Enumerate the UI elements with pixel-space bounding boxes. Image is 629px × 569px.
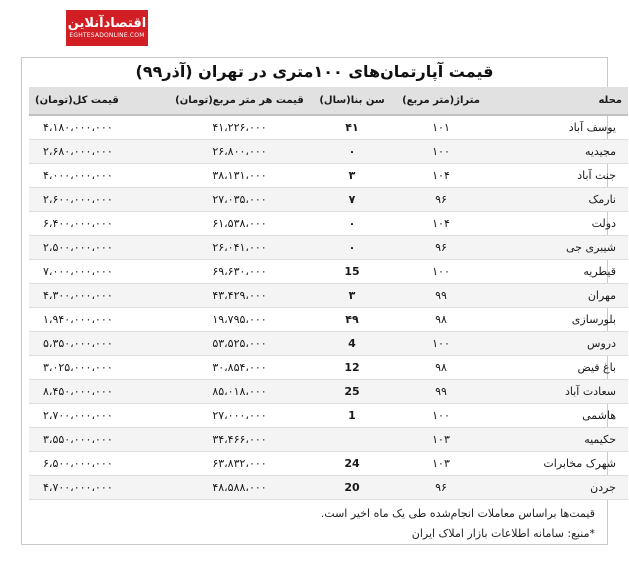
cell-neighborhood: مهران	[488, 284, 628, 308]
cell-neighborhood: حکیمیه	[488, 428, 628, 452]
cell-neighborhood: جنت آباد	[488, 164, 628, 188]
cell-neighborhood: مجیدیه	[488, 140, 628, 164]
col-price-per-meter: قیمت هر متر مربع(تومان)	[169, 87, 310, 115]
col-total-price: قیمت کل(تومان)	[29, 87, 169, 115]
cell-neighborhood: نارمک	[488, 188, 628, 212]
cell-area: ۹۶	[394, 476, 488, 500]
table-row	[29, 260, 628, 284]
cell-area: ۱۰۰	[394, 260, 488, 284]
cell-area: ۱۰۱	[394, 115, 488, 140]
table-row	[29, 188, 628, 212]
col-age: سن بنا(سال)	[310, 87, 394, 115]
cell-price-per-meter: ۶۳،۸۳۲،۰۰۰	[169, 452, 310, 476]
cell-age: 24	[310, 452, 394, 476]
table-body	[29, 115, 628, 500]
cell-neighborhood: دروس	[488, 332, 628, 356]
cell-neighborhood: شهرک مخابرات	[488, 452, 628, 476]
table-row	[29, 356, 628, 380]
cell-neighborhood: قیطریه	[488, 260, 628, 284]
cell-total-price: ۶،۴۰۰،۰۰۰،۰۰۰	[29, 212, 169, 236]
cell-age: 4	[310, 332, 394, 356]
col-area: متراژ(متر مربع)	[394, 87, 488, 115]
table-row	[29, 380, 628, 404]
table-row	[29, 236, 628, 260]
cell-area: ۱۰۴	[394, 212, 488, 236]
cell-age: ۰	[310, 140, 394, 164]
cell-price-per-meter: ۴۱،۲۲۶،۰۰۰	[169, 115, 310, 140]
cell-total-price: ۳،۵۵۰،۰۰۰،۰۰۰	[29, 428, 169, 452]
cell-area: ۹۹	[394, 284, 488, 308]
cell-area: ۱۰۴	[394, 164, 488, 188]
cell-total-price: ۲،۶۸۰،۰۰۰،۰۰۰	[29, 140, 169, 164]
cell-neighborhood: سعادت آباد	[488, 380, 628, 404]
cell-age: ۴۱	[310, 115, 394, 140]
cell-neighborhood: بلورسازی	[488, 308, 628, 332]
cell-area: ۹۸	[394, 308, 488, 332]
cell-total-price: ۶،۵۰۰،۰۰۰،۰۰۰	[29, 452, 169, 476]
cell-price-per-meter: ۳۸،۱۳۱،۰۰۰	[169, 164, 310, 188]
cell-age: 1	[310, 404, 394, 428]
cell-total-price: ۱،۹۴۰،۰۰۰،۰۰۰	[29, 308, 169, 332]
table-title: قیمت آپارتمان‌های ۱۰۰متری در تهران (آذر۹۹)	[135, 62, 494, 81]
table-row	[29, 284, 628, 308]
cell-price-per-meter: ۸۵،۰۱۸،۰۰۰	[169, 380, 310, 404]
cell-age: ۳	[310, 164, 394, 188]
cell-total-price: ۴،۰۰۰،۰۰۰،۰۰۰	[29, 164, 169, 188]
table-row	[29, 428, 628, 452]
cell-age: 25	[310, 380, 394, 404]
table-row	[29, 164, 628, 188]
cell-neighborhood: هاشمی	[488, 404, 628, 428]
cell-age: 20	[310, 476, 394, 500]
cell-area: ۹۹	[394, 380, 488, 404]
cell-total-price: ۲،۶۰۰،۰۰۰،۰۰۰	[29, 188, 169, 212]
cell-price-per-meter: ۲۷،۰۰۰،۰۰۰	[169, 404, 310, 428]
cell-total-price: ۲،۵۰۰،۰۰۰،۰۰۰	[29, 236, 169, 260]
cell-price-per-meter: ۶۱،۵۳۸،۰۰۰	[169, 212, 310, 236]
cell-total-price: ۷،۰۰۰،۰۰۰،۰۰۰	[29, 260, 169, 284]
cell-total-price: ۴،۷۰۰،۰۰۰،۰۰۰	[29, 476, 169, 500]
table-row	[29, 476, 628, 500]
cell-neighborhood: جردن	[488, 476, 628, 500]
cell-total-price: ۴،۱۸۰،۰۰۰،۰۰۰	[29, 115, 169, 140]
cell-price-per-meter: ۴۸،۵۸۸،۰۰۰	[169, 476, 310, 500]
brand-url: EGHTESADONLINE.COM	[69, 32, 145, 39]
table-header-row	[29, 87, 628, 115]
cell-neighborhood: یوسف آباد	[488, 115, 628, 140]
cell-total-price: ۴،۳۰۰،۰۰۰،۰۰۰	[29, 284, 169, 308]
cell-age: 15	[310, 260, 394, 284]
cell-age: ۴۹	[310, 308, 394, 332]
cell-total-price: ۸،۴۵۰،۰۰۰،۰۰۰	[29, 380, 169, 404]
cell-area: ۱۰۳	[394, 428, 488, 452]
cell-area: ۱۰۰	[394, 404, 488, 428]
cell-price-per-meter: ۴۳،۴۲۹،۰۰۰	[169, 284, 310, 308]
brand-logo	[66, 10, 148, 46]
cell-neighborhood: باغ فیض	[488, 356, 628, 380]
cell-price-per-meter: ۱۹،۷۹۵،۰۰۰	[169, 308, 310, 332]
table-row	[29, 308, 628, 332]
table-row	[29, 404, 628, 428]
cell-age: ۰	[310, 212, 394, 236]
cell-age: ۰	[310, 236, 394, 260]
cell-neighborhood: دولت	[488, 212, 628, 236]
cell-price-per-meter: ۶۹،۶۳۰،۰۰۰	[169, 260, 310, 284]
table-row	[29, 212, 628, 236]
col-neighborhood: محله	[488, 87, 628, 115]
price-table-card	[21, 57, 622, 545]
cell-total-price: ۲،۷۰۰،۰۰۰،۰۰۰	[29, 404, 169, 428]
footnotes	[321, 504, 595, 544]
cell-area: ۹۶	[394, 188, 488, 212]
cell-price-per-meter: ۲۷،۰۳۵،۰۰۰	[169, 188, 310, 212]
cell-area: ۱۰۰	[394, 332, 488, 356]
cell-price-per-meter: ۲۶،۸۰۰،۰۰۰	[169, 140, 310, 164]
cell-total-price: ۳،۰۲۵،۰۰۰،۰۰۰	[29, 356, 169, 380]
brand-name: اقتصادآنلاین	[67, 16, 147, 31]
cell-area: ۹۶	[394, 236, 488, 260]
cell-age: 12	[310, 356, 394, 380]
note-basis: قیمت‌ها براساس معاملات انجام‌شده طی یک ماه اخیر است.	[320, 507, 595, 520]
table-row	[29, 332, 628, 356]
cell-price-per-meter: ۳۰،۸۵۴،۰۰۰	[169, 356, 310, 380]
cell-area: ۱۰۳	[394, 452, 488, 476]
table-row	[29, 140, 628, 164]
cell-price-per-meter: ۵۳،۵۲۵،۰۰۰	[169, 332, 310, 356]
cell-neighborhood: شیبری جی	[488, 236, 628, 260]
cell-age: ۳	[310, 284, 394, 308]
note-source: *منبع: سامانه اطلاعات بازار املاک ایران	[411, 527, 595, 540]
cell-area: ۹۸	[394, 356, 488, 380]
cell-price-per-meter: ۲۶،۰۴۱،۰۰۰	[169, 236, 310, 260]
cell-price-per-meter: ۳۴،۴۶۶،۰۰۰	[169, 428, 310, 452]
table-row	[29, 115, 628, 140]
cell-age: ۷	[310, 188, 394, 212]
table-row	[29, 452, 628, 476]
cell-age	[310, 428, 394, 452]
price-table	[29, 87, 628, 500]
cell-total-price: ۵،۳۵۰،۰۰۰،۰۰۰	[29, 332, 169, 356]
cell-area: ۱۰۰	[394, 140, 488, 164]
